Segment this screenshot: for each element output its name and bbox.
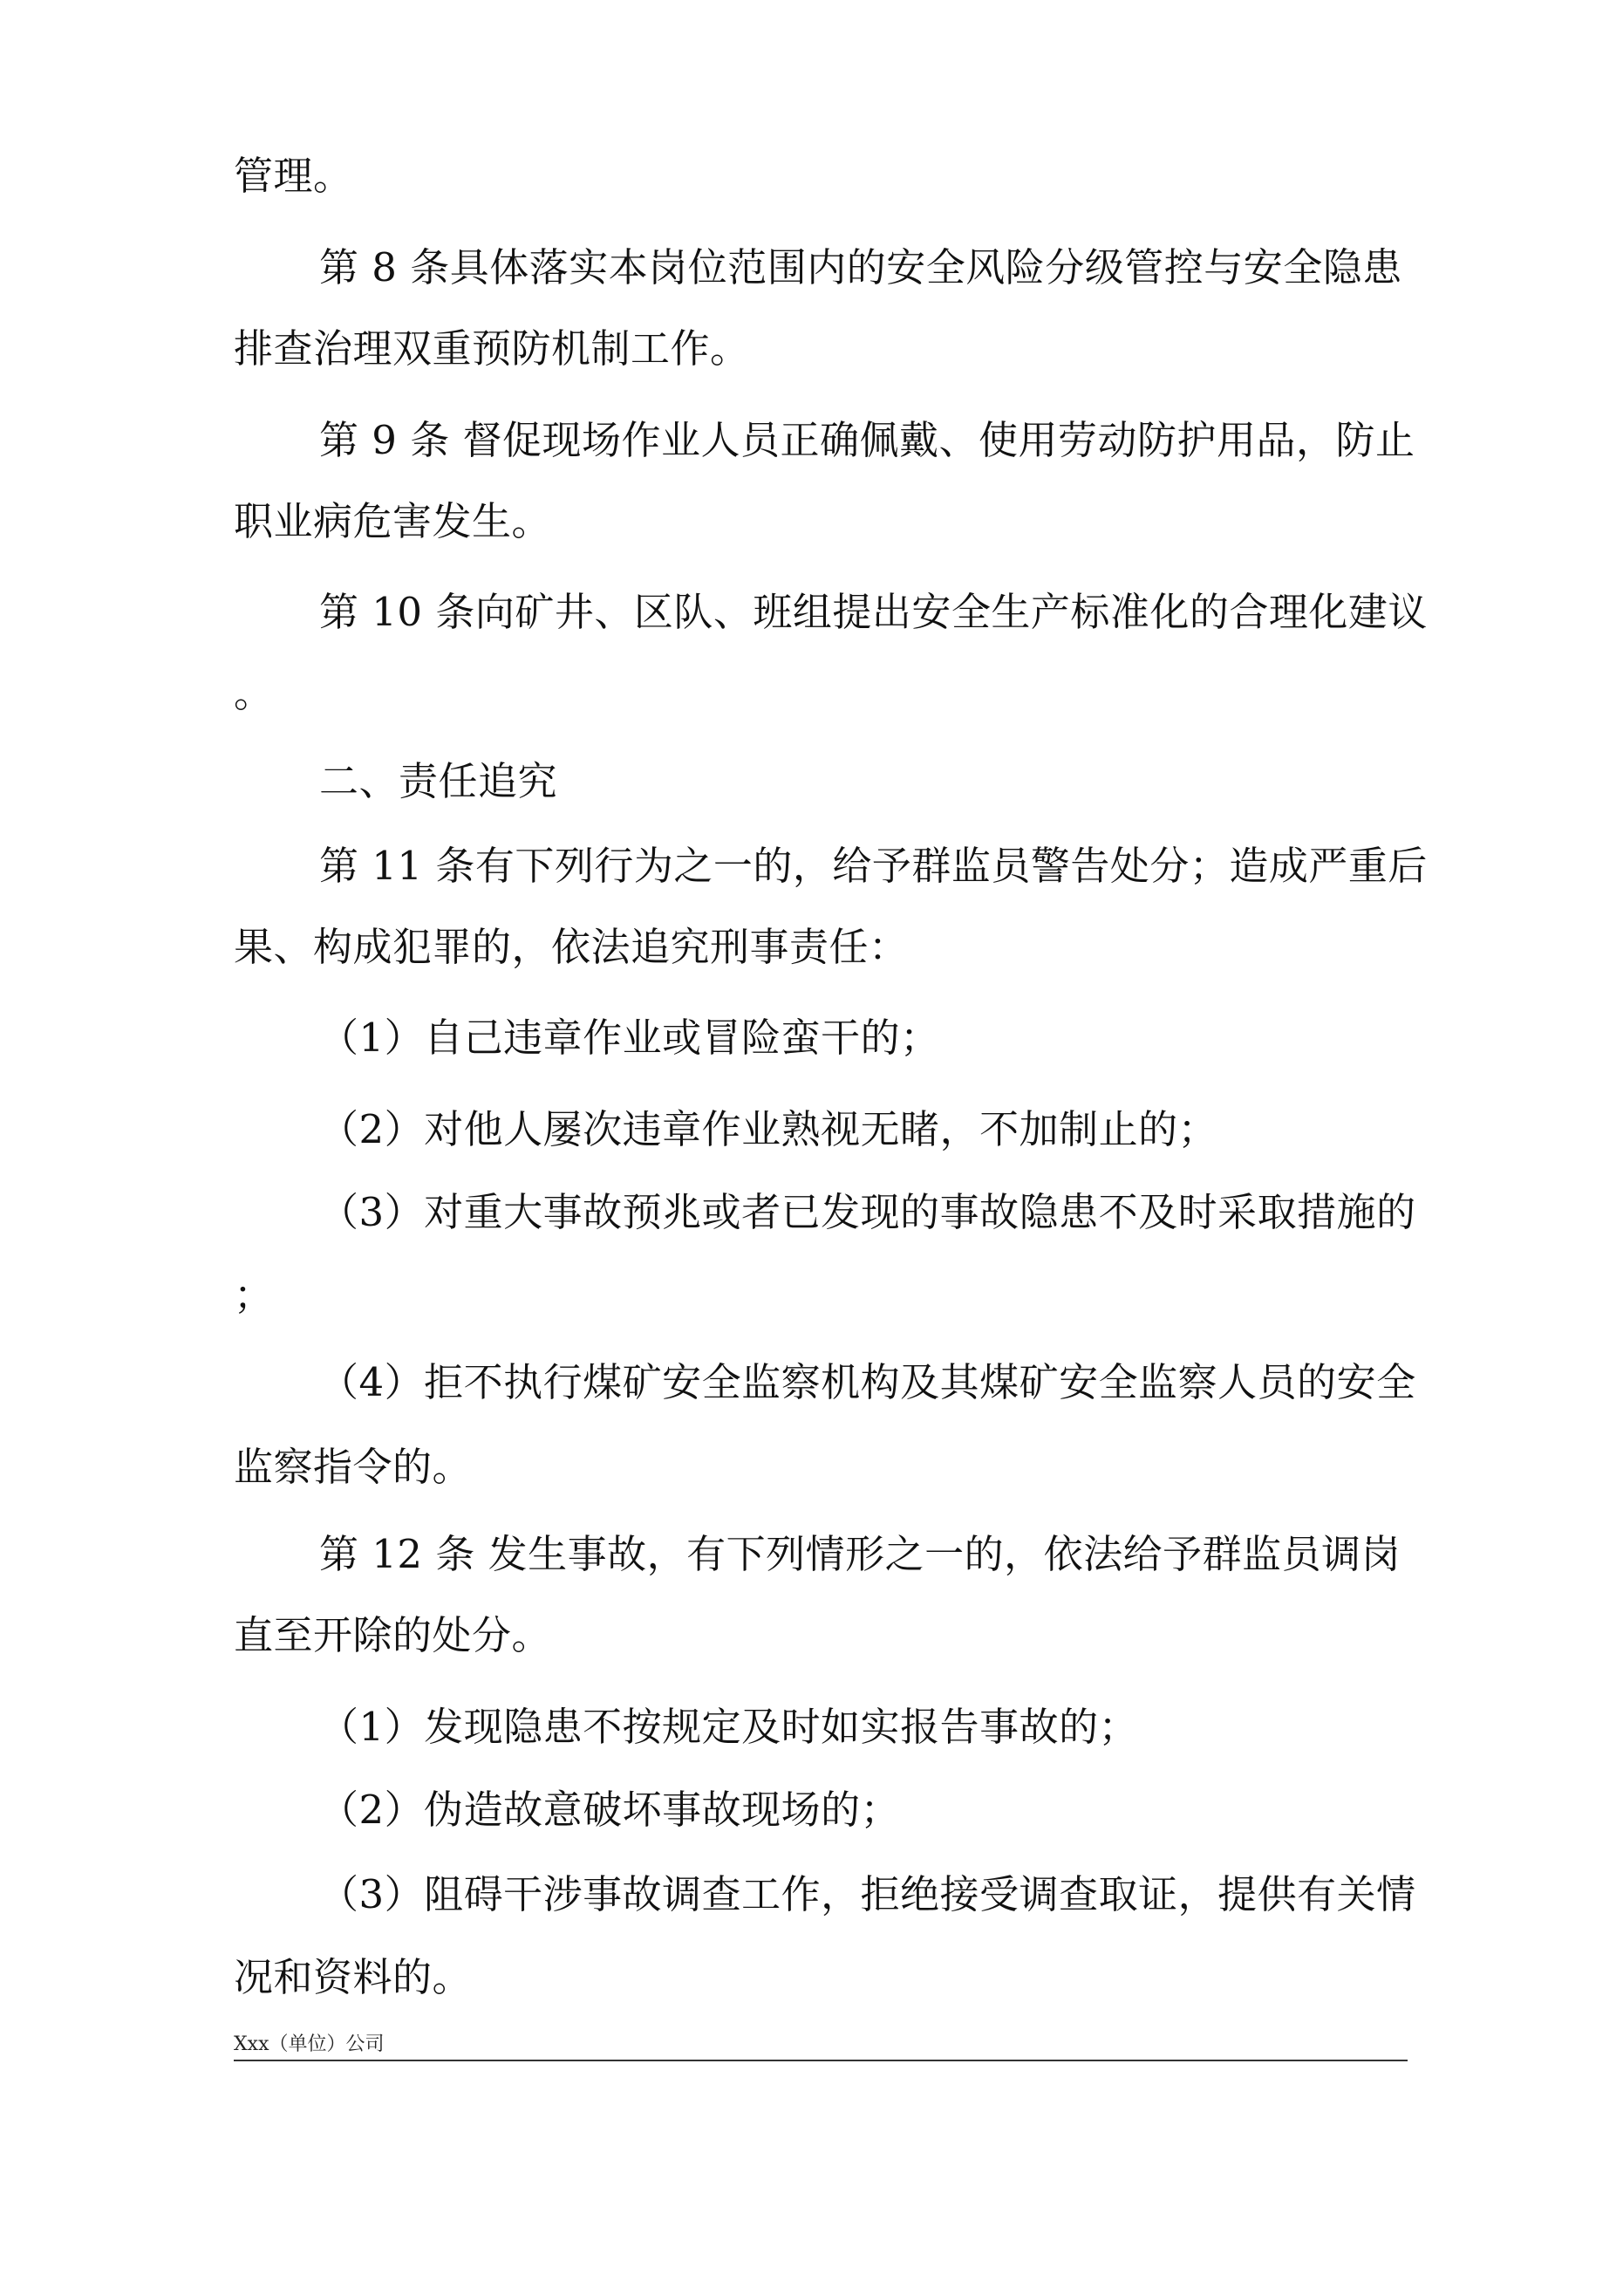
paragraph-line: 。: [234, 670, 274, 716]
paragraph-line: 第 9 条 督促现场作业人员正确佩戴、使用劳动防护用品，防止: [319, 417, 1415, 463]
footer-divider: [234, 2060, 1408, 2061]
paragraph-line: 直至开除的处分。: [234, 1612, 552, 1658]
paragraph-line: 果、构成犯罪的，依法追究刑事责任：: [234, 924, 909, 970]
list-item: （2）伪造故意破坏事故现场的；: [319, 1787, 901, 1833]
list-item: （3）对重大事故预兆或者已发现的事故隐患不及时采取措施的: [319, 1189, 1416, 1235]
list-item: （1）发现隐患不按规定及时如实报告事故的；: [319, 1704, 1139, 1750]
paragraph-line: 第 12 条 发生事故，有下列情形之一的，依法给予群监员调岗: [319, 1531, 1401, 1577]
paragraph-line: 况和资料的。: [234, 1954, 473, 2000]
paragraph-line: 管理。: [234, 153, 353, 199]
paragraph-line: 职业病危害发生。: [234, 498, 552, 544]
list-item: （3）阻碍干涉事故调查工作，拒绝接受调查取证，提供有关情: [319, 1871, 1416, 1917]
paragraph-line: 第 10 条向矿井、区队、班组提出安全生产标准化的合理化建议: [319, 589, 1428, 635]
paragraph-line: 第 11 条有下列行为之一的，给予群监员警告处分；造成严重后: [319, 843, 1428, 889]
footer-company: Xxx（单位）公司: [234, 2033, 385, 2055]
list-item: （4）拒不执行煤矿安全监察机构及其煤矿安全监察人员的安全: [319, 1359, 1416, 1405]
paragraph-line: 第 8 条具体落实本岗位范围内的安全风险分级管控与安全隐患: [319, 244, 1402, 290]
paragraph-line: ；: [234, 1272, 274, 1318]
section-heading: 二、责任追究: [319, 758, 558, 804]
paragraph-line: 排查治理双重预防机制工作。: [234, 325, 750, 372]
list-item: （2）对他人屡次违章作业熟视无睹，不加制止的；: [319, 1106, 1218, 1152]
paragraph-line: 监察指令的。: [234, 1444, 473, 1490]
list-item: （1）自己违章作业或冒险蛮干的；: [319, 1015, 940, 1061]
